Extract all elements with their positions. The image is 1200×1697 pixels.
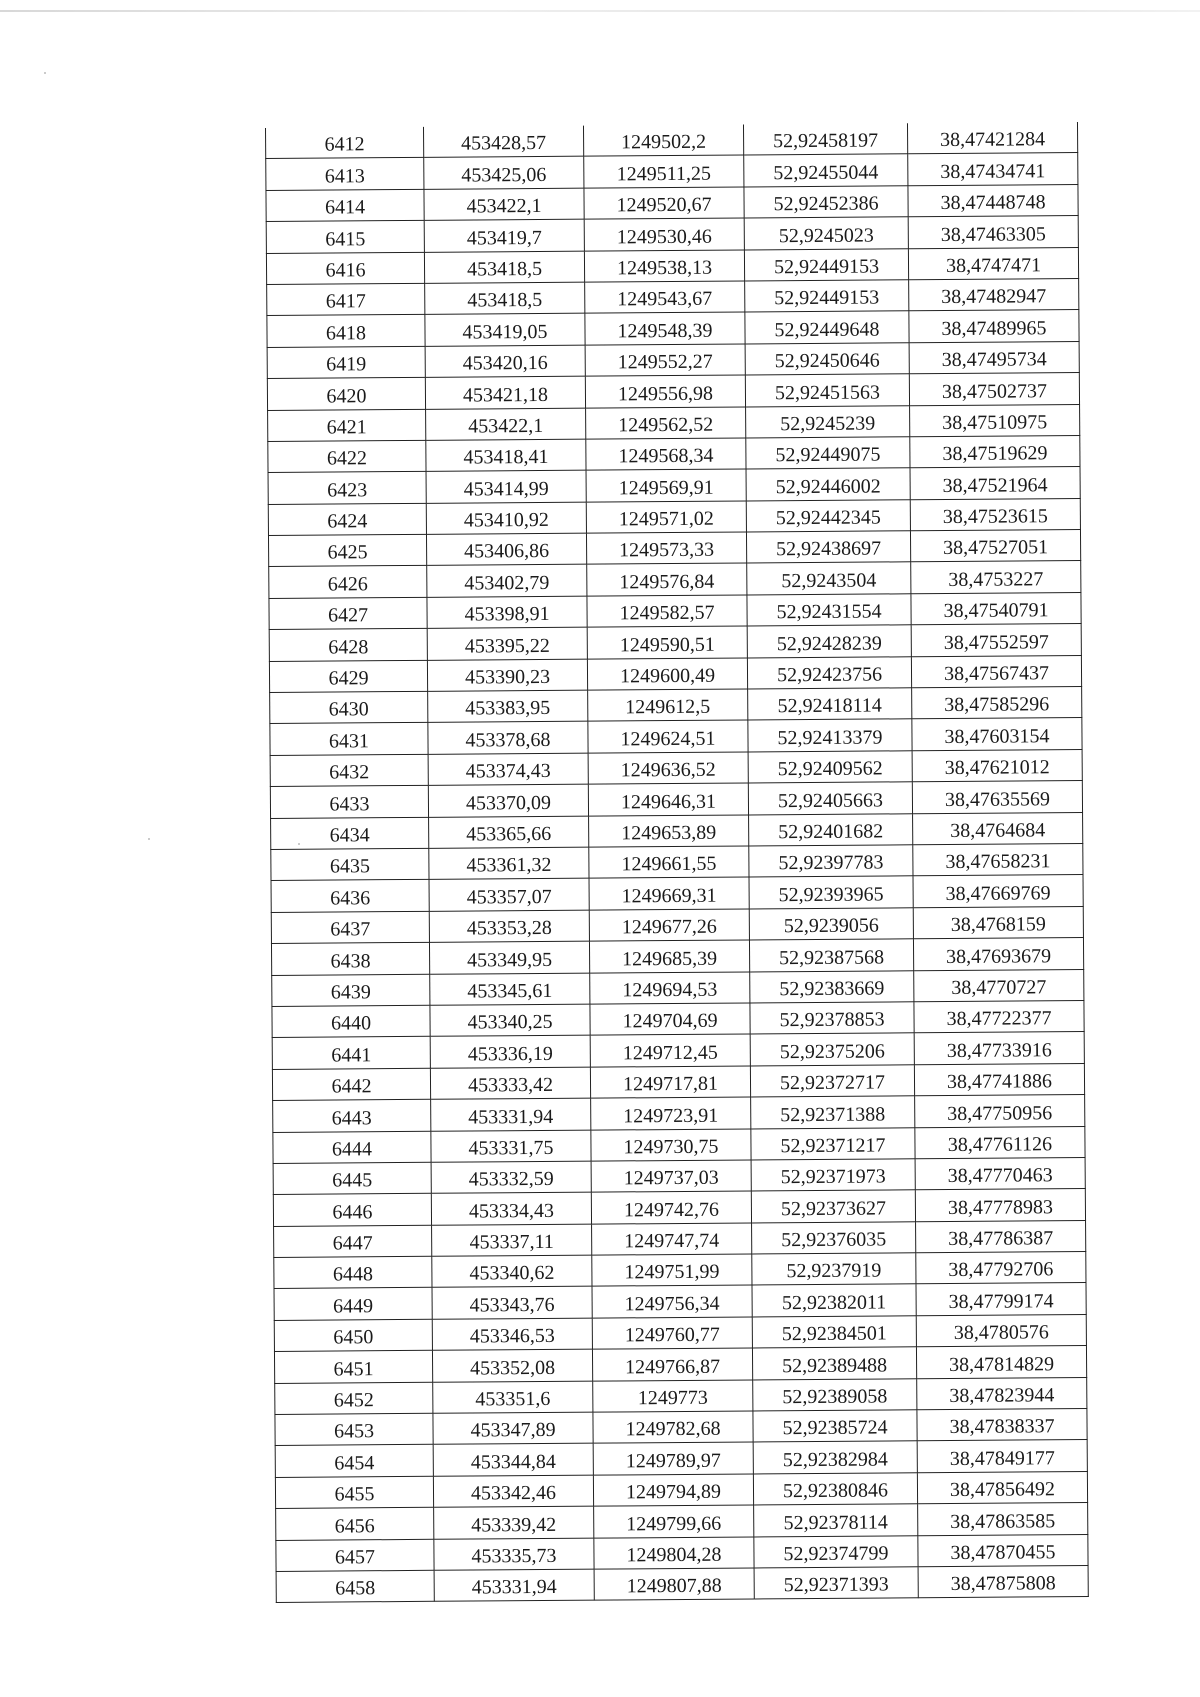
- point-number-cell: 6413: [266, 158, 424, 191]
- longitude-cell: 38,47849177: [917, 1440, 1087, 1473]
- x-coordinate-cell: 453340,62: [432, 1255, 592, 1288]
- latitude-cell: 52,92405663: [748, 782, 912, 815]
- longitude-cell: 38,4764684: [913, 812, 1083, 845]
- y-coordinate-cell: 1249576,84: [587, 563, 747, 596]
- y-coordinate-cell: 1249782,68: [593, 1411, 753, 1444]
- latitude-cell: 52,92458197: [743, 123, 907, 155]
- table-row: [270, 718, 1082, 755]
- point-number-cell: 6449: [274, 1288, 432, 1321]
- x-coordinate-cell: 453353,28: [429, 910, 589, 943]
- y-coordinate-cell: 1249543,67: [585, 281, 745, 314]
- table-row: [276, 1565, 1088, 1602]
- y-coordinate-cell: 1249600,49: [587, 658, 747, 691]
- table-row: [271, 812, 1083, 849]
- latitude-cell: 52,92442345: [746, 499, 910, 532]
- point-number-cell: 6415: [266, 221, 424, 254]
- longitude-cell: 38,47741886: [914, 1063, 1084, 1096]
- y-coordinate-cell: 1249717,81: [590, 1066, 750, 1099]
- longitude-cell: 38,47856492: [917, 1471, 1087, 1504]
- longitude-cell: 38,47521964: [910, 467, 1080, 500]
- y-coordinate-cell: 1249742,76: [591, 1191, 751, 1224]
- scan-speck: [148, 838, 150, 840]
- x-coordinate-cell: 453419,05: [425, 314, 585, 347]
- latitude-cell: 52,92431554: [747, 594, 911, 627]
- table-row: [272, 1000, 1084, 1037]
- x-coordinate-cell: 453332,59: [431, 1161, 591, 1194]
- x-coordinate-cell: 453414,99: [426, 470, 586, 503]
- x-coordinate-cell: 453357,07: [429, 879, 589, 912]
- x-coordinate-cell: 453344,84: [433, 1444, 593, 1477]
- x-coordinate-cell: 453345,61: [430, 973, 590, 1006]
- x-coordinate-cell: 453374,43: [428, 753, 588, 786]
- point-number-cell: 6453: [275, 1413, 433, 1446]
- point-number-cell: 6439: [272, 974, 430, 1007]
- x-coordinate-cell: 453343,76: [432, 1287, 592, 1320]
- x-coordinate-cell: 453370,09: [428, 784, 588, 817]
- latitude-cell: 52,92378114: [754, 1504, 918, 1537]
- y-coordinate-cell: 1249569,91: [586, 469, 746, 502]
- longitude-cell: 38,47552597: [911, 624, 1081, 657]
- latitude-cell: 52,9245239: [746, 405, 910, 438]
- x-coordinate-cell: 453337,11: [432, 1224, 592, 1257]
- latitude-cell: 52,92376035: [752, 1221, 916, 1254]
- table-row: [276, 1534, 1088, 1571]
- latitude-cell: 52,9245023: [744, 217, 908, 250]
- longitude-cell: 38,47761126: [915, 1126, 1085, 1159]
- table-row: [267, 278, 1079, 315]
- point-number-cell: 6445: [273, 1162, 431, 1195]
- x-coordinate-cell: 453425,06: [424, 157, 584, 190]
- y-coordinate-cell: 1249552,27: [585, 344, 745, 377]
- point-number-cell: 6455: [275, 1476, 433, 1509]
- table-row: [276, 1503, 1088, 1540]
- longitude-cell: 38,47693679: [913, 938, 1083, 971]
- point-number-cell: 6421: [268, 409, 426, 442]
- table-row: [275, 1471, 1087, 1508]
- x-coordinate-cell: 453340,25: [430, 1004, 590, 1037]
- table-row: [275, 1440, 1087, 1477]
- point-number-cell: 6422: [268, 440, 426, 473]
- y-coordinate-cell: 1249573,33: [586, 532, 746, 565]
- x-coordinate-cell: 453352,08: [432, 1349, 592, 1382]
- y-coordinate-cell: 1249520,67: [584, 187, 744, 220]
- coordinate-table-container: [265, 122, 1088, 1603]
- point-number-cell: 6435: [271, 848, 429, 881]
- y-coordinate-cell: 1249568,34: [586, 438, 746, 471]
- y-coordinate-cell: 1249612,5: [588, 689, 748, 722]
- table-row: [270, 687, 1082, 724]
- latitude-cell: 52,92449648: [745, 311, 909, 344]
- table-row: [274, 1220, 1086, 1257]
- y-coordinate-cell: 1249773: [593, 1380, 753, 1413]
- table-row: [269, 655, 1081, 692]
- table-row: [266, 247, 1078, 284]
- scan-top-edge: [0, 10, 1200, 12]
- x-coordinate-cell: 453418,41: [426, 439, 586, 472]
- y-coordinate-cell: 1249548,39: [585, 312, 745, 345]
- longitude-cell: 38,47778983: [915, 1189, 1085, 1222]
- longitude-cell: 38,47870455: [918, 1534, 1088, 1567]
- point-number-cell: 6454: [275, 1445, 433, 1478]
- latitude-cell: 52,92375206: [750, 1033, 914, 1066]
- x-coordinate-cell: 453351,6: [433, 1381, 593, 1414]
- table-row: [272, 1032, 1084, 1069]
- longitude-cell: 38,47495734: [909, 341, 1079, 374]
- table-row: [269, 592, 1081, 629]
- latitude-cell: 52,92450646: [745, 343, 909, 376]
- table-row: [274, 1346, 1086, 1383]
- y-coordinate-cell: 1249511,25: [584, 155, 744, 188]
- y-coordinate-cell: 1249530,46: [584, 218, 744, 251]
- longitude-cell: 38,47635569: [912, 781, 1082, 814]
- point-number-cell: 6428: [269, 629, 427, 662]
- y-coordinate-cell: 1249538,13: [584, 250, 744, 283]
- table-row: [275, 1377, 1087, 1414]
- latitude-cell: 52,92446002: [746, 468, 910, 501]
- table-row: [268, 530, 1080, 567]
- y-coordinate-cell: 1249730,75: [591, 1128, 751, 1161]
- y-coordinate-cell: 1249669,31: [589, 877, 749, 910]
- longitude-cell: 38,47482947: [909, 278, 1079, 311]
- table-row: [268, 404, 1080, 441]
- latitude-cell: 52,92383669: [750, 970, 914, 1003]
- longitude-cell: 38,47875808: [918, 1565, 1088, 1598]
- table-row: [270, 781, 1082, 818]
- latitude-cell: 52,92455044: [744, 154, 908, 187]
- longitude-cell: 38,47421284: [907, 122, 1077, 154]
- y-coordinate-cell: 1249804,28: [594, 1537, 754, 1570]
- longitude-cell: 38,47792706: [916, 1252, 1086, 1285]
- y-coordinate-cell: 1249712,45: [590, 1034, 750, 1067]
- table-row: [270, 749, 1082, 786]
- x-coordinate-cell: 453342,46: [433, 1475, 593, 1508]
- table-row: [273, 1095, 1085, 1132]
- longitude-cell: 38,47814829: [916, 1346, 1086, 1379]
- longitude-cell: 38,47502737: [909, 373, 1079, 406]
- x-coordinate-cell: 453365,66: [429, 816, 589, 849]
- x-coordinate-cell: 453347,89: [433, 1412, 593, 1445]
- point-number-cell: 6417: [267, 283, 425, 316]
- latitude-cell: 52,9239056: [749, 908, 913, 941]
- point-number-cell: 6437: [271, 911, 429, 944]
- y-coordinate-cell: 1249653,89: [589, 815, 749, 848]
- latitude-cell: 52,92418114: [748, 688, 912, 721]
- latitude-cell: 52,92373627: [751, 1190, 915, 1223]
- table-row: [269, 561, 1081, 598]
- latitude-cell: 52,92438697: [746, 531, 910, 564]
- table-row: [271, 906, 1083, 943]
- y-coordinate-cell: 1249562,52: [586, 407, 746, 440]
- x-coordinate-cell: 453339,42: [434, 1506, 594, 1539]
- point-number-cell: 6433: [270, 786, 428, 819]
- latitude-cell: 52,9237919: [752, 1253, 916, 1286]
- latitude-cell: 52,92384501: [752, 1316, 916, 1349]
- y-coordinate-cell: 1249799,66: [594, 1505, 754, 1538]
- x-coordinate-cell: 453419,7: [424, 219, 584, 252]
- y-coordinate-cell: 1249704,69: [590, 1003, 750, 1036]
- point-number-cell: 6420: [267, 377, 425, 410]
- longitude-cell: 38,47519629: [910, 435, 1080, 468]
- longitude-cell: 38,47786387: [916, 1220, 1086, 1253]
- latitude-cell: 52,92393965: [749, 876, 913, 909]
- point-number-cell: 6432: [270, 754, 428, 787]
- y-coordinate-cell: 1249723,91: [591, 1097, 751, 1130]
- point-number-cell: 6446: [273, 1194, 431, 1227]
- latitude-cell: 52,92382984: [753, 1441, 917, 1474]
- point-number-cell: 6414: [266, 189, 424, 222]
- table-row: [274, 1314, 1086, 1351]
- x-coordinate-cell: 453331,75: [431, 1130, 591, 1163]
- x-coordinate-cell: 453336,19: [430, 1035, 590, 1068]
- point-number-cell: 6451: [274, 1351, 432, 1384]
- point-number-cell: 6452: [275, 1382, 433, 1415]
- longitude-cell: 38,4770727: [914, 969, 1084, 1002]
- x-coordinate-cell: 453390,23: [427, 659, 587, 692]
- longitude-cell: 38,47823944: [917, 1377, 1087, 1410]
- y-coordinate-cell: 1249590,51: [587, 626, 747, 659]
- longitude-cell: 38,4747471: [908, 247, 1078, 280]
- longitude-cell: 38,47722377: [914, 1000, 1084, 1033]
- point-number-cell: 6441: [272, 1037, 430, 1070]
- table-row: [273, 1189, 1085, 1226]
- x-coordinate-cell: 453421,18: [425, 376, 585, 409]
- x-coordinate-cell: 453406,86: [426, 533, 586, 566]
- point-number-cell: 6419: [267, 346, 425, 379]
- point-number-cell: 6440: [272, 1005, 430, 1038]
- point-number-cell: 6431: [270, 723, 428, 756]
- table-row: [271, 844, 1083, 881]
- longitude-cell: 38,47527051: [910, 530, 1080, 563]
- table-row: [273, 1126, 1085, 1163]
- latitude-cell: 52,92382011: [752, 1284, 916, 1317]
- latitude-cell: 52,92372717: [750, 1064, 914, 1097]
- longitude-cell: 38,47523615: [910, 498, 1080, 531]
- longitude-cell: 38,47510975: [910, 404, 1080, 437]
- x-coordinate-cell: 453422,1: [426, 408, 586, 441]
- latitude-cell: 52,92413379: [748, 719, 912, 752]
- point-number-cell: 6426: [269, 566, 427, 599]
- point-number-cell: 6416: [266, 252, 424, 285]
- longitude-cell: 38,47733916: [914, 1032, 1084, 1065]
- point-number-cell: 6423: [268, 472, 426, 505]
- coordinate-table: [265, 122, 1089, 1603]
- longitude-cell: 38,47489965: [909, 310, 1079, 343]
- y-coordinate-cell: 1249677,26: [589, 909, 749, 942]
- latitude-cell: 52,92374799: [754, 1535, 918, 1568]
- point-number-cell: 6457: [276, 1539, 434, 1572]
- table-row: [271, 875, 1083, 912]
- point-number-cell: 6448: [274, 1256, 432, 1289]
- y-coordinate-cell: 1249747,74: [592, 1223, 752, 1256]
- longitude-cell: 38,47658231: [913, 844, 1083, 877]
- x-coordinate-cell: 453331,94: [434, 1569, 594, 1602]
- table-row: [268, 498, 1080, 535]
- y-coordinate-cell: 1249556,98: [585, 375, 745, 408]
- table-row: [271, 938, 1083, 975]
- x-coordinate-cell: 453428,57: [423, 126, 583, 158]
- table-row: [272, 969, 1084, 1006]
- y-coordinate-cell: 1249751,99: [592, 1254, 752, 1287]
- y-coordinate-cell: 1249756,34: [592, 1285, 752, 1318]
- x-coordinate-cell: 453331,94: [431, 1098, 591, 1131]
- y-coordinate-cell: 1249685,39: [589, 940, 749, 973]
- x-coordinate-cell: 453418,5: [424, 251, 584, 284]
- y-coordinate-cell: 1249694,53: [590, 972, 750, 1005]
- x-coordinate-cell: 453349,95: [429, 941, 589, 974]
- x-coordinate-cell: 453383,95: [428, 690, 588, 723]
- point-number-cell: 6418: [267, 315, 425, 348]
- table-row: [275, 1409, 1087, 1446]
- x-coordinate-cell: 453334,43: [431, 1192, 591, 1225]
- longitude-cell: 38,47669769: [913, 875, 1083, 908]
- point-number-cell: 6444: [273, 1131, 431, 1164]
- point-number-cell: 6427: [269, 597, 427, 630]
- latitude-cell: 52,92409562: [748, 751, 912, 784]
- y-coordinate-cell: 1249582,57: [587, 595, 747, 628]
- x-coordinate-cell: 453410,92: [426, 502, 586, 535]
- y-coordinate-cell: 1249760,77: [592, 1317, 752, 1350]
- longitude-cell: 38,47434741: [908, 153, 1078, 186]
- y-coordinate-cell: 1249807,88: [594, 1568, 754, 1601]
- longitude-cell: 38,47603154: [912, 718, 1082, 751]
- point-number-cell: 6450: [274, 1319, 432, 1352]
- x-coordinate-cell: 453422,1: [424, 188, 584, 221]
- latitude-cell: 52,92397783: [749, 845, 913, 878]
- latitude-cell: 52,92371217: [751, 1127, 915, 1160]
- y-coordinate-cell: 1249737,03: [591, 1160, 751, 1193]
- table-row: [274, 1283, 1086, 1320]
- x-coordinate-cell: 453346,53: [432, 1318, 592, 1351]
- y-coordinate-cell: 1249766,87: [592, 1348, 752, 1381]
- latitude-cell: 52,92449075: [746, 437, 910, 470]
- y-coordinate-cell: 1249571,02: [586, 501, 746, 534]
- table-row: [267, 373, 1079, 410]
- point-number-cell: 6429: [269, 660, 427, 693]
- y-coordinate-cell: 1249646,31: [588, 783, 748, 816]
- table-row: [267, 341, 1079, 378]
- table-row: [266, 153, 1078, 190]
- longitude-cell: 38,47585296: [912, 687, 1082, 720]
- longitude-cell: 38,47540791: [911, 592, 1081, 625]
- x-coordinate-cell: 453335,73: [434, 1538, 594, 1571]
- latitude-cell: 52,92385724: [753, 1410, 917, 1443]
- latitude-cell: 52,92428239: [747, 625, 911, 658]
- point-number-cell: 6438: [271, 942, 429, 975]
- latitude-cell: 52,92371973: [751, 1159, 915, 1192]
- longitude-cell: 38,47621012: [912, 749, 1082, 782]
- x-coordinate-cell: 453333,42: [430, 1067, 590, 1100]
- x-coordinate-cell: 453402,79: [427, 565, 587, 598]
- coordinate-table-body: [266, 122, 1089, 1603]
- x-coordinate-cell: 453395,22: [427, 627, 587, 660]
- latitude-cell: 52,92380846: [753, 1473, 917, 1506]
- longitude-cell: 38,47770463: [915, 1157, 1085, 1190]
- table-row: [268, 435, 1080, 472]
- table-row: [266, 184, 1078, 221]
- table-row: [272, 1063, 1084, 1100]
- latitude-cell: 52,92371393: [754, 1567, 918, 1600]
- point-number-cell: 6443: [273, 1099, 431, 1132]
- longitude-cell: 38,47448748: [908, 184, 1078, 217]
- latitude-cell: 52,92378853: [750, 1002, 914, 1035]
- point-number-cell: 6424: [268, 503, 426, 536]
- longitude-cell: 38,4780576: [916, 1314, 1086, 1347]
- latitude-cell: 52,92449153: [744, 248, 908, 281]
- x-coordinate-cell: 453420,16: [425, 345, 585, 378]
- y-coordinate-cell: 1249636,52: [588, 752, 748, 785]
- latitude-cell: 52,92449153: [745, 280, 909, 313]
- y-coordinate-cell: 1249661,55: [589, 846, 749, 879]
- point-number-cell: 6456: [276, 1507, 434, 1540]
- latitude-cell: 52,92371388: [751, 1096, 915, 1129]
- latitude-cell: 52,92423756: [747, 656, 911, 689]
- longitude-cell: 38,47750956: [915, 1095, 1085, 1128]
- point-number-cell: 6436: [271, 880, 429, 913]
- point-number-cell: 6434: [271, 817, 429, 850]
- latitude-cell: 52,92389058: [753, 1378, 917, 1411]
- point-number-cell: 6447: [274, 1225, 432, 1258]
- longitude-cell: 38,47463305: [908, 216, 1078, 249]
- point-number-cell: 6412: [266, 127, 424, 159]
- table-row: [274, 1252, 1086, 1289]
- table-row: [269, 624, 1081, 661]
- table-row: [266, 216, 1078, 253]
- table-row: [273, 1157, 1085, 1194]
- y-coordinate-cell: 1249624,51: [588, 720, 748, 753]
- longitude-cell: 38,47838337: [917, 1409, 1087, 1442]
- point-number-cell: 6458: [276, 1570, 434, 1603]
- point-number-cell: 6442: [272, 1068, 430, 1101]
- longitude-cell: 38,47567437: [911, 655, 1081, 688]
- point-number-cell: 6430: [270, 691, 428, 724]
- point-number-cell: 6425: [268, 534, 426, 567]
- x-coordinate-cell: 453398,91: [427, 596, 587, 629]
- y-coordinate-cell: 1249789,97: [593, 1442, 753, 1475]
- latitude-cell: 52,92387568: [749, 939, 913, 972]
- longitude-cell: 38,47799174: [916, 1283, 1086, 1316]
- x-coordinate-cell: 453378,68: [428, 722, 588, 755]
- latitude-cell: 52,92401682: [749, 813, 913, 846]
- table-row: [268, 467, 1080, 504]
- latitude-cell: 52,92452386: [744, 186, 908, 219]
- latitude-cell: 52,92451563: [745, 374, 909, 407]
- longitude-cell: 38,47863585: [918, 1503, 1088, 1536]
- latitude-cell: 52,92389488: [752, 1347, 916, 1380]
- longitude-cell: 38,4768159: [913, 906, 1083, 939]
- x-coordinate-cell: 453418,5: [425, 282, 585, 315]
- latitude-cell: 52,9243504: [747, 562, 911, 595]
- scan-speck: [44, 72, 46, 74]
- table-row: [267, 310, 1079, 347]
- y-coordinate-cell: 1249502,2: [583, 124, 743, 156]
- y-coordinate-cell: 1249794,89: [593, 1474, 753, 1507]
- x-coordinate-cell: 453361,32: [429, 847, 589, 880]
- longitude-cell: 38,4753227: [911, 561, 1081, 594]
